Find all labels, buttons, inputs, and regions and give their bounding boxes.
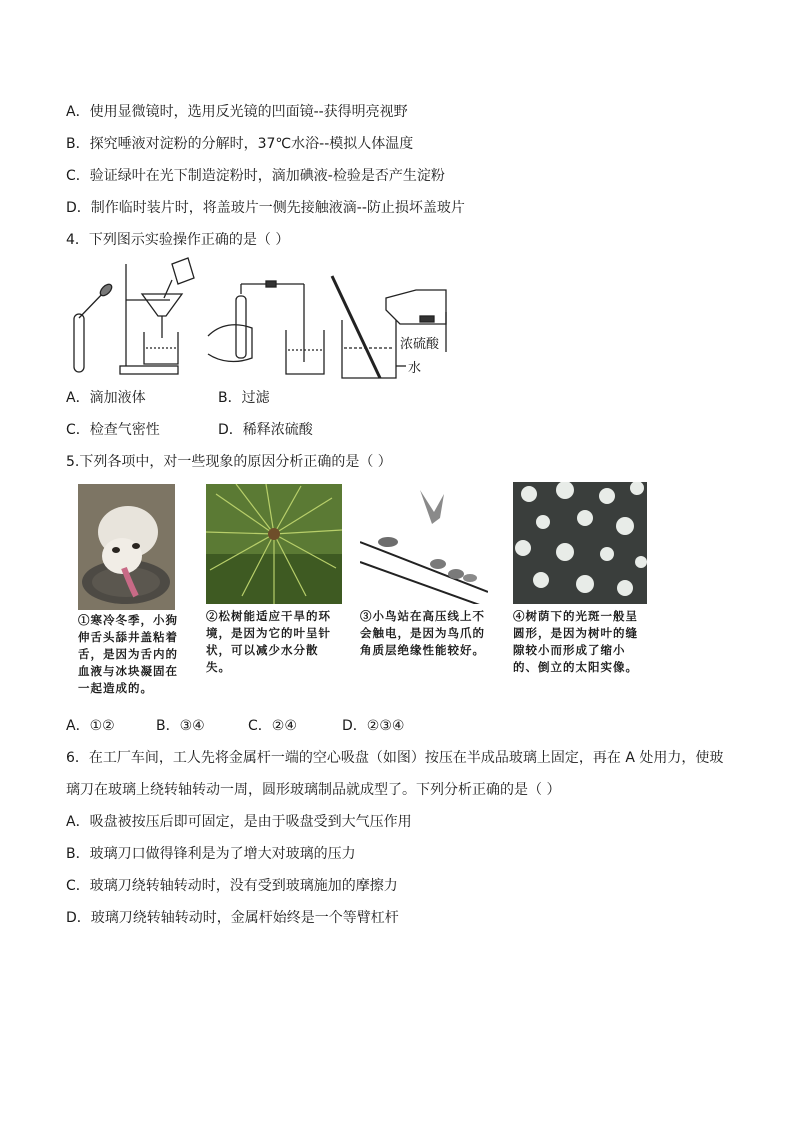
q3-option-d: D．制作临时装片时，将盖玻片一侧先接触液滴--防止损坏盖玻片 xyxy=(66,200,465,216)
q6-option-b: B．玻璃刀口做得锋利是为了增大对玻璃的压力 xyxy=(66,846,356,862)
birds-on-wire-photo xyxy=(360,484,488,604)
q5-stem: 5.下列各项中，对一些现象的原因分析正确的是（ ） xyxy=(66,454,392,470)
dropper-test-tube-illustration xyxy=(74,282,114,372)
dog-on-manhole-photo xyxy=(78,484,175,610)
q3-option-b: B．探究唾液对淀粉的分解时，37℃水浴--模拟人体温度 xyxy=(66,136,414,152)
caption-dog: ①寒冷冬季，小狗伸舌头舔井盖粘着舌，是因为舌内的血液与冰块凝固在一起造成的。 xyxy=(78,613,178,695)
q6-stem-line-1: 6．在工厂车间，工人先将金属杆一端的空心吸盘（如图）按压在半成品玻璃上固定，再在 A 处用力，使玻 xyxy=(66,750,724,766)
q5-option-b: B．③④ xyxy=(156,718,205,734)
q3-option-c: C．验证绿叶在光下制造淀粉时，滴加碘液-检验是否产生淀粉 xyxy=(66,168,445,184)
acid-dilution-illustration xyxy=(332,276,446,378)
q3-option-a: A．使用显微镜时，选用反光镜的凹面镜--获得明亮视野 xyxy=(66,104,408,120)
filtration-illustration xyxy=(120,258,194,374)
caption-light-spots: ④树荫下的光斑一般呈圆形，是因为树叶的缝隙较小而形成了缩小的、倒立的太阳实像。 xyxy=(513,609,638,674)
q4-apparatus-figure xyxy=(60,254,460,384)
concentrated-sulfuric-acid-label: 浓硫酸 xyxy=(400,337,440,352)
q5-option-c: C．②④ xyxy=(248,718,297,734)
pine-needles-photo xyxy=(206,484,342,604)
light-spots-photo xyxy=(513,482,647,604)
airtightness-check-illustration xyxy=(208,281,324,374)
q6-stem-line-2: 璃刀在玻璃上绕转轴转动一周，圆形玻璃制品就成型了。下列分析正确的是（ ） xyxy=(66,782,561,798)
q4-option-c: C．检查气密性 xyxy=(66,422,160,438)
caption-pine: ②松树能适应干旱的环境，是因为它的叶呈针状，可以减少水分散失。 xyxy=(206,609,331,674)
q5-option-d: D．②③④ xyxy=(342,718,405,734)
q4-option-b: B．过滤 xyxy=(218,390,270,406)
q6-option-d: D．玻璃刀绕转轴转动时，金属杆始终是一个等臂杠杆 xyxy=(66,910,399,926)
caption-birds: ③小鸟站在高压线上不会触电，是因为鸟爪的角质层绝缘性能较好。 xyxy=(360,609,485,657)
q6-option-c: C．玻璃刀绕转轴转动时，没有受到玻璃施加的摩擦力 xyxy=(66,878,398,894)
water-label: 水 xyxy=(408,361,422,376)
q5-option-a: A．①② xyxy=(66,718,115,734)
q4-stem: 4．下列图示实验操作正确的是（ ） xyxy=(66,232,290,248)
q4-option-a: A．滴加液体 xyxy=(66,390,146,406)
q6-option-a: A．吸盘被按压后即可固定，是由于吸盘受到大气压作用 xyxy=(66,814,412,830)
q4-option-d: D．稀释浓硫酸 xyxy=(218,422,313,438)
